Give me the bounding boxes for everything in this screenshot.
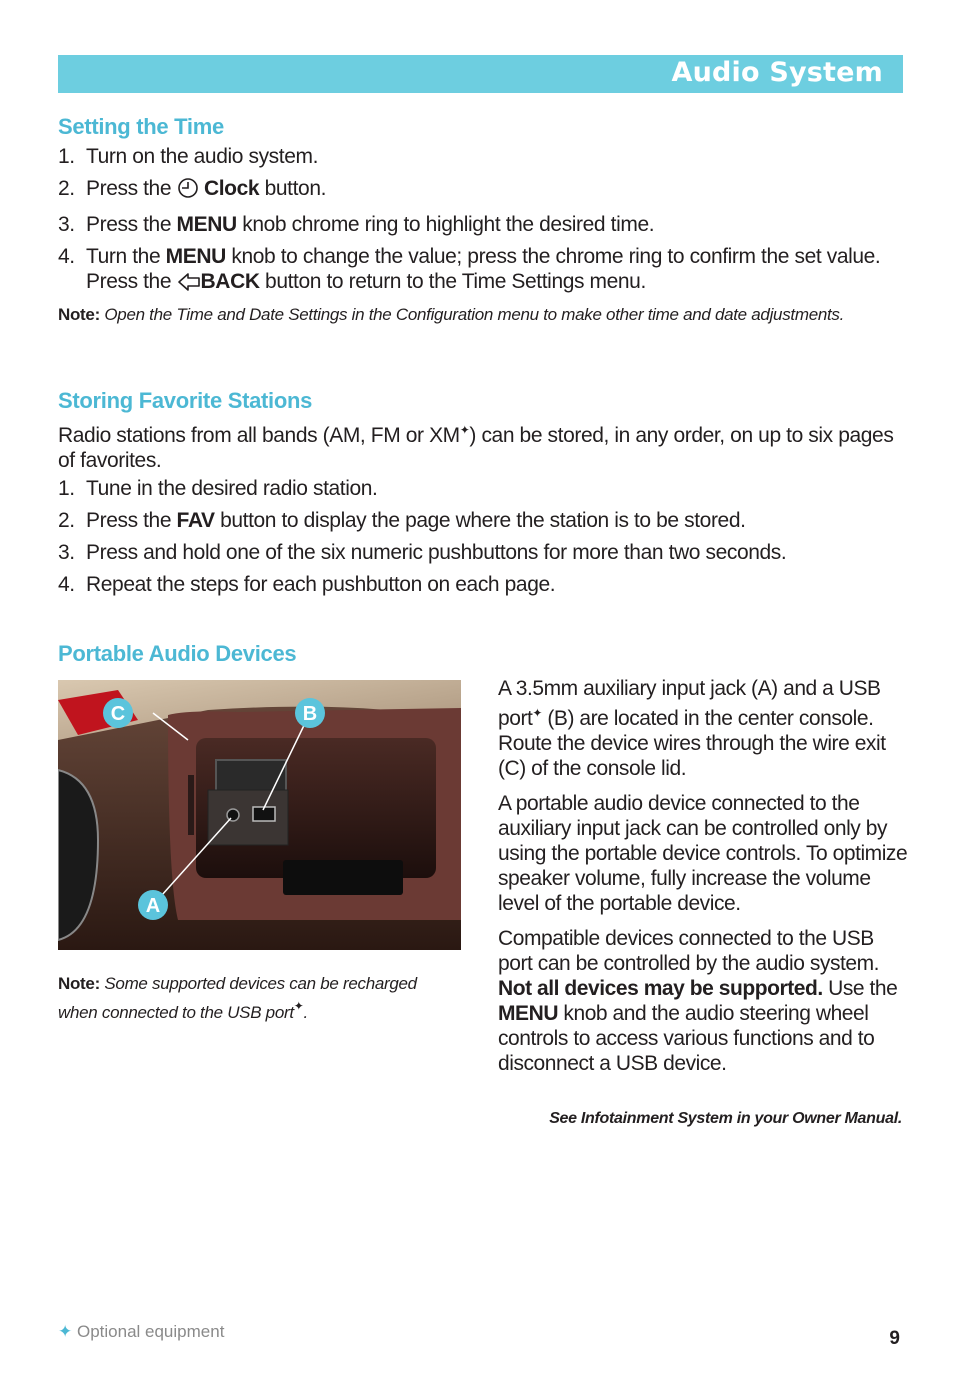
page-title: Audio System bbox=[671, 57, 883, 88]
paragraph: A portable audio device connected to the auxiliary input jack can be controlled only by using the portable device controls. To optimize speaker volume, fully increase the volume level of the portable device. bbox=[498, 792, 908, 915]
callout-a bbox=[138, 890, 168, 920]
console-photo bbox=[58, 680, 461, 950]
note-recharge: Note: Some supported devices can be recharged when connected to the USB port✦. bbox=[58, 974, 417, 1022]
callout-b bbox=[295, 698, 325, 728]
paragraph: Compatible devices connected to the USB port can be controlled by the audio system. Not all devices may be supported. Use the MENU knob and the audio steering wheel controls to access various functions and to disconnect a USB device. bbox=[498, 927, 898, 1075]
optional-star-icon: ✦ bbox=[58, 1322, 73, 1341]
back-arrow-icon bbox=[177, 272, 201, 298]
callout-c bbox=[103, 698, 133, 728]
center-console-illustration bbox=[58, 680, 461, 950]
list-item: 4. Repeat the steps for each pushbutton on each page. bbox=[58, 573, 556, 596]
page-number: 9 bbox=[889, 1328, 900, 1349]
header-bar bbox=[58, 55, 903, 93]
paragraph: A 3.5mm auxiliary input jack (A) and a USB port✦ (B) are located in the center console. Route the device wires through the wire exit (C) of the console lid. bbox=[498, 677, 886, 780]
section-title-setting-time: Setting the Time bbox=[58, 114, 224, 139]
list-item: 2. Press the Clock button. bbox=[58, 176, 908, 205]
list-item: 4. Turn the MENU knob to change the value; press the chrome ring to confirm the set value. Press the BACK button to return to the Time Settings menu. bbox=[58, 244, 908, 298]
list-item: 1. Turn on the audio system. bbox=[58, 145, 319, 168]
list-item: 3. Press and hold one of the six numeric pushbuttons for more than two seconds. bbox=[58, 541, 787, 564]
svg-text:C: C bbox=[110, 703, 126, 725]
optional-star-icon: ✦ bbox=[293, 999, 304, 1013]
favorites-steps bbox=[58, 476, 908, 597]
setting-time-steps bbox=[58, 144, 908, 298]
optional-star-icon: ✦ bbox=[459, 423, 470, 437]
list-item: 3. Press the MENU knob chrome ring to highlight the desired time. bbox=[58, 213, 655, 236]
clock-icon bbox=[177, 177, 199, 205]
portable-description bbox=[498, 676, 908, 1086]
optional-star-icon: ✦ bbox=[532, 706, 542, 720]
see-owner-manual: See Infotainment System in your Owner Manual. bbox=[549, 1110, 902, 1127]
section-title-favorites: Storing Favorite Stations bbox=[58, 388, 313, 413]
favorites-intro: Radio stations from all bands (AM, FM or XM✦) can be stored, in any order, on up to six pages of favorites. bbox=[58, 423, 894, 472]
note-time-date: Note: Open the Time and Date Settings in the Configuration menu to make other time and date adjustments. bbox=[58, 305, 845, 324]
list-item: 2. Press the FAV button to display the page where the station is to be stored. bbox=[58, 509, 746, 532]
list-item: 1. Tune in the desired radio station. bbox=[58, 477, 378, 500]
svg-text:A: A bbox=[145, 895, 161, 917]
optional-equipment-footnote: ✦ Optional equipment bbox=[58, 1322, 225, 1341]
svg-text:B: B bbox=[302, 703, 318, 725]
section-title-portable: Portable Audio Devices bbox=[58, 641, 297, 666]
